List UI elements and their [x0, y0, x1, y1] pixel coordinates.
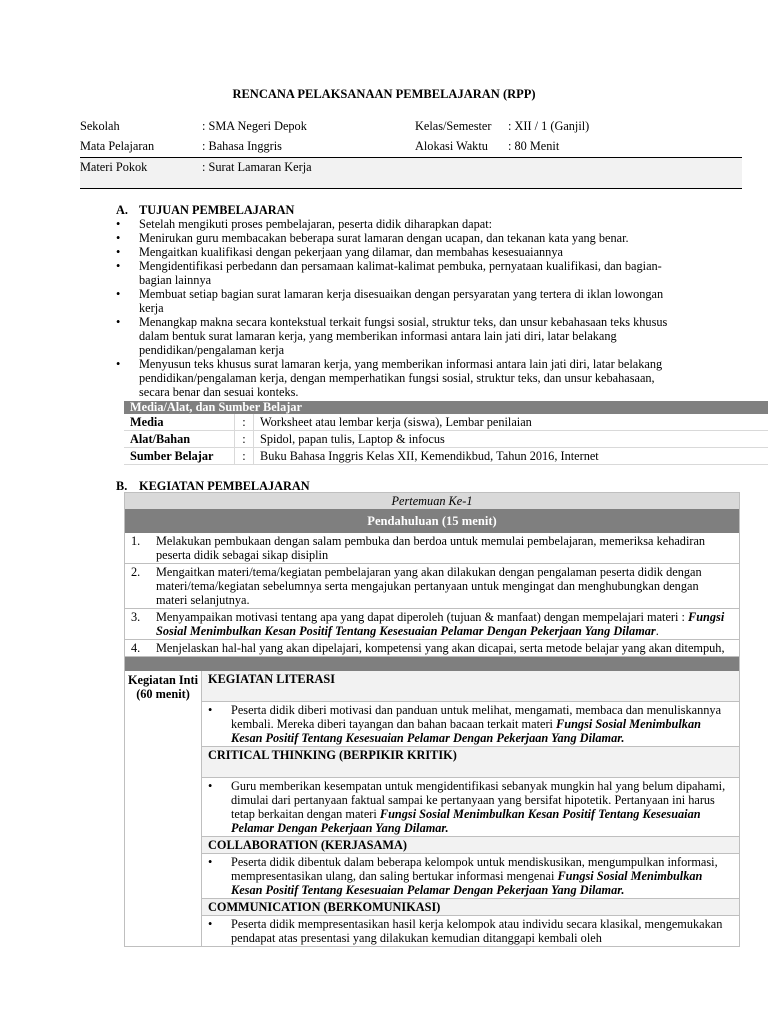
- bullet-icon: •: [208, 779, 213, 793]
- literasi-item: [202, 702, 739, 747]
- comm-heading: COMMUNICATION (BERKOMUNIKASI): [202, 899, 739, 916]
- page-title: RENCANA PELAKSANAAN PEMBELAJARAN (RPP): [232, 87, 536, 101]
- sekolah-label: Sekolah: [80, 119, 120, 133]
- header-info: [80, 119, 768, 189]
- table-row: [125, 533, 739, 564]
- section-a-title: TUJUAN PEMBELAJARAN: [139, 203, 295, 217]
- critical-heading: CRITICAL THINKING (BERPIKIR KRITIK): [202, 747, 739, 778]
- critical-text: Guru memberikan kesempatan untuk mengidentifikasi sebanyak mungkin hal yang belum dipahami, dimulai dari pertanyaan faktual sampai ke pertanyaan yang bersifat hipotetik. Pertanyaan ini harus tetap berkaitan dengan materi: [231, 779, 726, 821]
- list-item-text: Mengidentifikasi perbedann dan persamaan kalimat-kalimat pembuka, pernyataan kualifikasi, dan bagian-bagian lainnya: [139, 259, 662, 287]
- kelas-value: : XII / 1 (Ganjil): [508, 119, 590, 133]
- literasi-text: Peserta didik diberi motivasi dan panduan untuk melihat, mengamati, membaca dan menuliskannya kembali. Mereka diberi tayangan dan bahan bacaan terkait materi: [231, 703, 722, 731]
- bullet-icon: •: [116, 217, 121, 231]
- bullet-icon: •: [208, 917, 213, 931]
- row-text: Melakukan pembukaan dengan salam pembuka dan berdoa untuk memulai pembelajaran, memeriksa kehadiran peserta didik sebagai sikap disiplin: [156, 534, 706, 562]
- kelas-label: Kelas/Semester: [415, 119, 492, 133]
- section-separator: [125, 657, 739, 671]
- section-a-heading: [116, 203, 676, 217]
- topic-emphasis: Fungsi Sosial Menimbulkan Kesan Positif Tentang Kesesuaian Pelamar Dengan Pekerjaan Yang Dilamar.: [231, 869, 703, 897]
- bullet-icon: •: [116, 231, 121, 245]
- table-row: [125, 564, 739, 609]
- table-row: [125, 640, 739, 657]
- divider: [80, 188, 742, 189]
- list-item: [116, 245, 676, 259]
- colon: :: [235, 414, 254, 430]
- topic-emphasis: Fungsi Sosial Menimbulkan Kesan Positif Tentang Kesesuaian Pelamar Dengan Pekerjaan Yang Dilamar.: [231, 807, 701, 835]
- table-row: [125, 609, 739, 640]
- row-tail: .: [655, 624, 659, 638]
- list-item-text: Setelah mengikuti proses pembelajaran, peserta didik diharapkan dapat:: [139, 217, 493, 231]
- alokasi-label: Alokasi Waktu: [415, 139, 488, 153]
- section-tujuan: [116, 203, 676, 399]
- media-header: Media/Alat, dan Sumber Belajar: [124, 401, 768, 414]
- list-item: [116, 259, 676, 287]
- section-kegiatan: [116, 479, 676, 493]
- list-item-text: Mengaitkan kualifikasi dengan pekerjaan yang dilamar, dan membahas kesesuaiannya: [139, 245, 563, 259]
- table-row: [124, 431, 768, 448]
- materi-label: Materi Pokok: [80, 160, 148, 174]
- list-item-text: Membuat setiap bagian surat lamaran kerja disesuaikan dengan persyaratan yang tertera di iklan lowongan kerja: [139, 287, 664, 315]
- tujuan-list: [116, 217, 676, 399]
- bullet-icon: •: [116, 287, 121, 301]
- bullet-icon: •: [116, 245, 121, 259]
- bullet-icon: •: [208, 703, 213, 717]
- row-text: Mengaitkan materi/tema/kegiatan pembelajaran yang akan dilakukan dengan pengalaman peserta didik dengan materi/tema/kegiatan sebelumnya serta mengajukan pertanyaan untuk mengingat dan menghubungkan dengan materi selanjutnya.: [156, 565, 702, 607]
- inti-label-cell: [125, 671, 202, 946]
- topic-emphasis: Fungsi Sosial Menimbulkan Kesan Positif Tentang Kesesuaian Pelamar Dengan Pekerjaan Yang Dilamar.: [231, 717, 701, 745]
- media-value: Spidol, papan tulis, Laptop & infocus: [260, 432, 445, 446]
- collab-heading: COLLABORATION (KERJASAMA): [202, 837, 739, 854]
- pendahuluan-header: Pendahuluan (15 menit): [125, 509, 739, 533]
- list-item: [116, 217, 676, 231]
- list-item-text: Menyusun teks khusus surat lamaran kerja, yang memberikan informasi antara lain jati diri, latar belakang pendidikan/pengalaman kerja, dengan memperhatikan fungsi sosial, struktur teks, dan unsur kebahasaan, secara benar dan sesuai konteks.: [139, 357, 663, 399]
- materi-value: : Surat Lamaran Kerja: [202, 160, 312, 174]
- media-value: Buku Bahasa Inggris Kelas XII, Kemendikbud, Tahun 2016, Internet: [260, 449, 599, 463]
- list-item: [116, 287, 676, 315]
- row-number: 3.: [131, 610, 141, 624]
- mapel-value: : Bahasa Inggris: [202, 139, 282, 153]
- alokasi-value: : 80 Menit: [508, 139, 560, 153]
- sekolah-value: : SMA Negeri Depok: [202, 119, 307, 133]
- list-item-text: Menirukan guru membacakan beberapa surat lamaran dengan ucapan, dan tekanan kata yang benar.: [139, 231, 629, 245]
- table-row: [124, 448, 768, 465]
- row-number: 2.: [131, 565, 141, 579]
- bullet-icon: •: [116, 315, 121, 329]
- comm-item: [202, 916, 739, 946]
- list-item: [116, 357, 676, 399]
- inti-time: (60 menit): [136, 687, 190, 701]
- comm-text: Peserta didik mempresentasikan hasil kerja kelompok atau individu secara klasikal, mengemukakan pendapat atas presentasi yang dilakukan kemudian ditanggapi kembali oleh: [231, 917, 723, 945]
- inti-content: [202, 671, 739, 946]
- section-b-heading: [116, 479, 676, 493]
- section-b-label: B.: [116, 479, 128, 493]
- critical-item: [202, 778, 739, 837]
- inti-label: Kegiatan Inti: [127, 673, 199, 687]
- row-text: Menjelaskan hal-hal yang akan dipelajari, kompetensi yang akan dicapai, serta metode belajar yang akan ditempuh,: [156, 641, 725, 655]
- media-label: Media: [124, 414, 235, 430]
- row-text: Menyampaikan motivasi tentang apa yang dapat diperoleh (tujuan & manfaat) dengan mempelajari materi :: [156, 610, 685, 624]
- kegiatan-table: [124, 492, 740, 947]
- table-row: [124, 414, 768, 431]
- mapel-label: Mata Pelajaran: [80, 139, 155, 153]
- literasi-heading: KEGIATAN LITERASI: [202, 671, 739, 702]
- list-item-text: Menangkap makna secara kontekstual terkait fungsi sosial, struktur teks, dan unsur kebahasaan teks khusus dalam bentuk surat lamaran kerja, yang memberikan informasi antara lain jati diri, latar belakang pendidikan/pengalaman kerja: [139, 315, 668, 357]
- inti-block: [125, 671, 739, 946]
- media-table: [124, 401, 768, 465]
- bullet-icon: •: [116, 357, 121, 371]
- colon: :: [235, 431, 254, 447]
- list-item: [116, 231, 676, 245]
- list-item: [116, 315, 676, 357]
- meeting-title: Pertemuan Ke-1: [125, 493, 739, 509]
- materi-row-bg: [80, 158, 742, 188]
- collab-item: [202, 854, 739, 899]
- bullet-icon: •: [208, 855, 213, 869]
- row-number: 1.: [131, 534, 141, 548]
- row-emphasis: Fungsi Sosial Menimbulkan Kesan Positif Tentang Kesesuaian Pelamar Dengan Pekerjaan Yang Dilamar: [156, 610, 725, 638]
- section-b-title: KEGIATAN PEMBELAJARAN: [139, 479, 310, 493]
- colon: :: [235, 448, 254, 464]
- media-label: Sumber Belajar: [124, 448, 235, 464]
- row-number: 4.: [131, 641, 141, 655]
- bullet-icon: •: [116, 259, 121, 273]
- media-value: Worksheet atau lembar kerja (siswa), Lembar penilaian: [260, 415, 532, 429]
- collab-text: Peserta didik dibentuk dalam beberapa kelompok untuk mendiskusikan, mengumpulkan informasi, mempresentasikan ulang, dan saling bertukar informasi mengenai: [231, 855, 718, 883]
- section-a-label: A.: [116, 203, 128, 217]
- media-label: Alat/Bahan: [124, 431, 235, 447]
